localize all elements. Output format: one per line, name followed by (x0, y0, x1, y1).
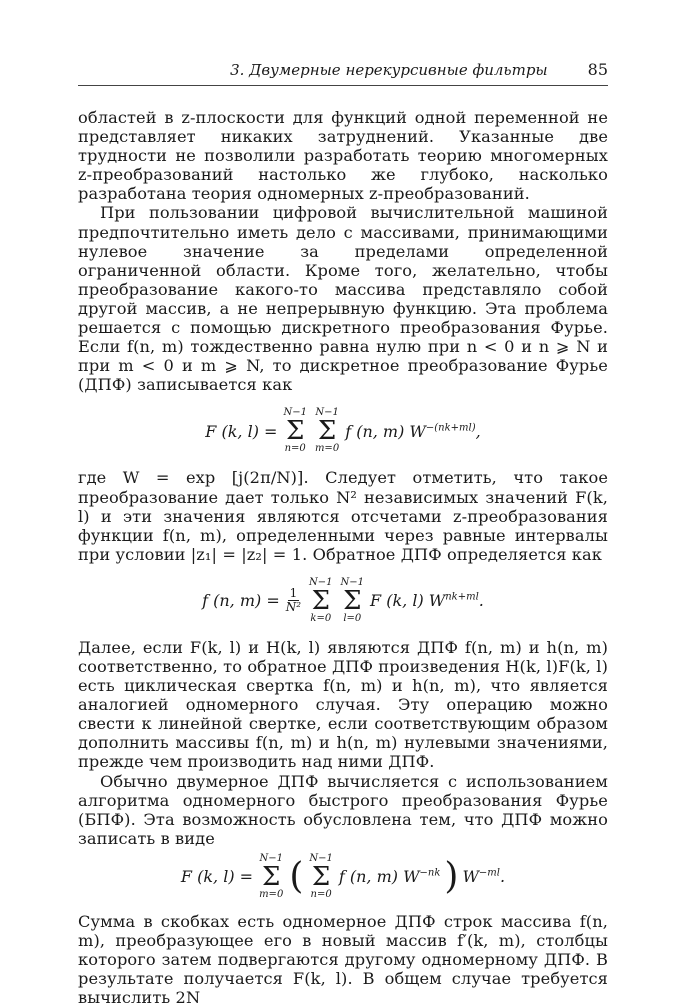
dft-tail: , (475, 421, 481, 441)
sum-operator (309, 578, 333, 624)
idft-exponent: nk+ml (445, 592, 479, 604)
sum-operator (315, 408, 339, 454)
sigma-symbol: Σ (343, 585, 362, 616)
sum-upper-limit: N−1 (309, 852, 333, 864)
sigma-symbol: Σ (317, 416, 337, 447)
paragraph-2: При пользовании цифровой вычислительной машиной предпочтительно иметь дело с массивами, принимающими нулевое значение за пределами определенной ограниченной области. Кроме того, желательно, чтобы преобразование какого-то массива представляло собой другой массив, а не непрерывную функцию. Эта проблема решается с помощью дискретного преобразования Фурье. Если f(n, m) тождественно равна нулю при n < 0 и n ⩾ N и при m < 0 и m ⩾ N, то дискретное преобразование Фурье (ДПФ) записывается как (78, 203, 608, 395)
sum-lower-limit: n=0 (284, 443, 306, 455)
idft-body (370, 591, 484, 610)
sum-upper-limit: N−1 (340, 576, 365, 588)
sigma-symbol: Σ (262, 861, 281, 892)
page (78, 60, 608, 1007)
rowcol-lhs: F (k, l) = (180, 867, 254, 887)
sigma-symbol: Σ (286, 416, 305, 447)
sum-operator (341, 578, 365, 624)
dft-body (345, 422, 481, 441)
rowcol-inner-kernel: f (n, m) W (338, 867, 420, 887)
fraction-denominator: N² (285, 600, 302, 615)
idft-formula (78, 578, 608, 624)
rowcol-inner-exponent: −nk (419, 868, 441, 880)
sum-lower-limit: m=0 (259, 888, 284, 900)
paragraph-4: Далее, если F(k, l) и H(k, l) являются ДПФ f(n, m) и h(n, m) соответственно, то обратное ДПФ произведения H(k, l)F(k, l) есть циклическая свертка f(n, m) и h(n, m), что является аналогией одномерного случая. Эту операцию можно свести к линейной свертке, если соответствующим образом дополнить массивы f(n, m) и h(n, m) нулевыми значениями, прежде чем производить над ними ДПФ. (78, 637, 608, 772)
idft-kernel: F (k, l) W (370, 591, 446, 611)
sum-upper-limit: N−1 (283, 407, 307, 419)
sum-lower-limit: l=0 (343, 612, 362, 624)
left-paren: ( (289, 855, 304, 897)
rowcol-outer-exponent: −ml (478, 868, 500, 880)
sigma-symbol: Σ (311, 585, 330, 616)
page-number: 85 (587, 60, 608, 79)
rowcol-outer-kernel: W (462, 867, 479, 887)
sum-operator (259, 854, 283, 900)
idft-lhs: f (n, m) = (202, 591, 280, 611)
section-title: 3. Двумерные нерекурсивные фильтры (230, 61, 548, 79)
rowcol-outer (462, 867, 505, 886)
idft-tail: . (478, 591, 484, 611)
fraction (286, 587, 301, 614)
right-paren: ) (444, 855, 459, 897)
paragraph-3: где W = exp [j(2π/N)]. Следует отметить, что такое преобразование дает только N² независимых значений F(k, l) и эти значения являются отсчетами z-преобразования функции f(n, m), определенными через равные интервалы при условии |z₁| = |z₂| = 1. Обратное ДПФ определяется как (78, 468, 608, 564)
sum-upper-limit: N−1 (309, 576, 333, 588)
sum-lower-limit: k=0 (310, 612, 332, 624)
sum-lower-limit: n=0 (310, 888, 332, 900)
sum-operator (283, 408, 307, 454)
running-header (78, 60, 608, 86)
paragraph-6: Сумма в скобках есть одномерное ДПФ строк массива f(n, m), преобразующее его в новый массив f′(k, m), столбцы которого затем подвергаются другому одномерному ДПФ. В результате получается F(k, l). В общем случае требуется вычислить 2N (78, 911, 608, 1007)
sum-operator (309, 854, 333, 900)
dft-exponent: −(nk+ml) (425, 422, 476, 434)
rowcol-inner (339, 867, 441, 886)
sum-upper-limit: N−1 (315, 407, 339, 419)
sigma-symbol: Σ (311, 861, 331, 892)
paragraph-1: областей в z-плоскости для функций одной переменной не представляет никаких затруднений. Указанные две трудности не позволили разработать теорию многомерных z-преобразований настолько же глубоко, насколько разработана теория одномерных z-преобразований. (78, 108, 608, 204)
fraction-numerator: 1 (289, 586, 298, 601)
dft-lhs: F (k, l) = (205, 421, 278, 441)
sum-upper-limit: N−1 (259, 852, 283, 864)
sum-lower-limit: m=0 (314, 443, 340, 455)
rowcol-tail: . (499, 867, 506, 887)
paragraph-5: Обычно двумерное ДПФ вычисляется с использованием алгоритма одномерного быстрого преобразования Фурье (БПФ). Эта возможность обусловлена тем, что ДПФ можно записать в виде (78, 771, 608, 848)
dft-kernel: f (n, m) W (345, 421, 426, 441)
rowcol-formula (78, 854, 608, 900)
dft-formula (78, 408, 608, 454)
